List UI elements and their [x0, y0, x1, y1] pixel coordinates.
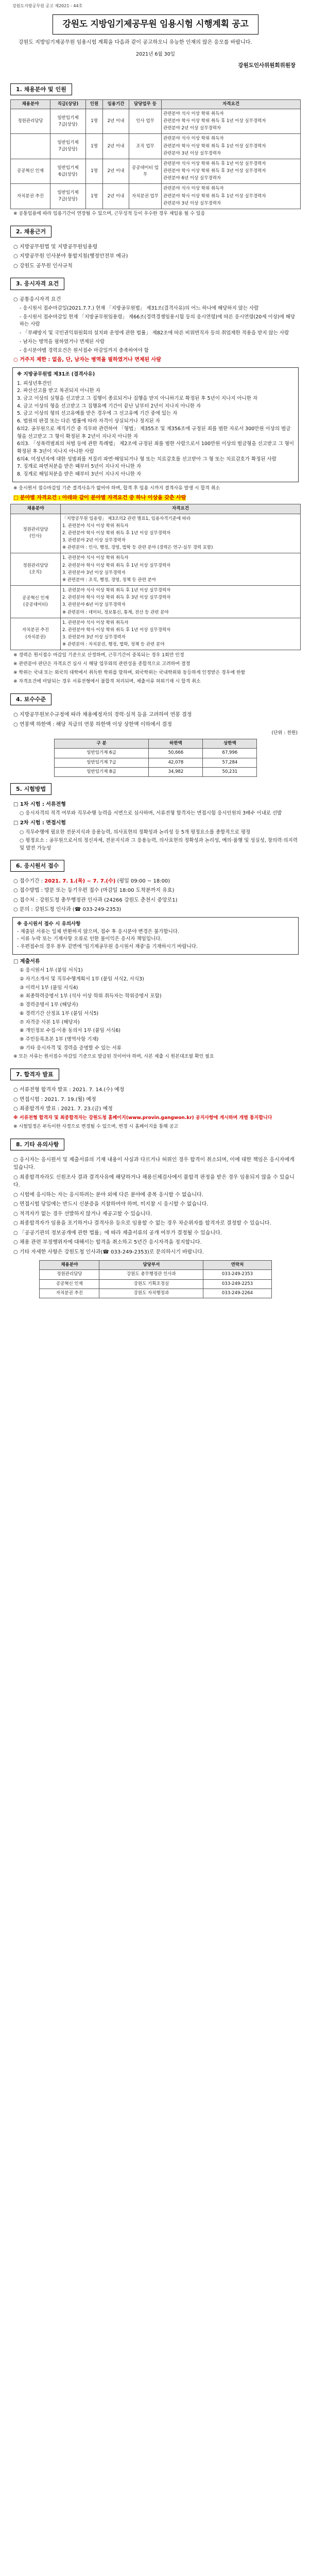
caution-line: ○ 최종합격자라도 신원조사 결과 결격사유에 해당하거나 채용신체검사에서 불합격 판정을 받은 경우 임용되지 않을 수 있습니다.	[13, 1174, 295, 1189]
caution-line: ○ 「공공기관의 정보공개에 관한 법률」에 따라 제출서류의 공개 여부가 결정될 수 있습니다.	[13, 1230, 222, 1236]
cell-requirements	[162, 184, 301, 209]
contact-cell: 강원도 기획조정실	[99, 1279, 203, 1289]
salary-table	[54, 739, 257, 777]
cell-requirements	[162, 109, 301, 134]
exam-detail: ○ 평정요소 : 공무원으로서의 정신자세, 전문지식과 그 응용능력, 의사표현의 정확성과 논리성, 예의·품행 및 성실성, 창의력·의지력 및 발전 가능성	[20, 838, 298, 852]
table-row	[11, 586, 301, 618]
contact-cell: 정원관리담당	[40, 1270, 99, 1279]
requirement-item: 3. 관련분야 2년 이상 실무경력자	[62, 538, 126, 544]
basis-line: ○ 강원도 공무원 인사규칙	[13, 263, 73, 269]
cell-field: 정원관리담당	[11, 109, 50, 134]
cell-count: 1명	[86, 109, 103, 134]
notice-issuer: 강원도인사위원회위원장	[238, 62, 296, 69]
application-period: ○ 접수기간 : 2021. 7. 1.(목) ~ 7. 7.(수) (평일 09:00 ~ 18:00)	[13, 878, 170, 884]
requirement-item: 2. 관련분야 학사 이상 학위 취득 후 1년 이상 실무경력자	[62, 563, 171, 568]
cell-requirements	[162, 159, 301, 184]
requirement-item: 3. 관련분야 6년 이상 실무경력자	[62, 602, 126, 608]
cell-grade: 일반임기제 7급(상당)	[50, 184, 86, 209]
cell-grade: 일반임기제 7급(상당)	[50, 134, 86, 159]
requirements-note: ※ 경력은 원서접수 마감일 기준으로 산정하며, 근무기간이 중복되는 경우 1회만 인정	[13, 653, 184, 658]
exam-stage-heading: □ 2차 시험 : 면접시험	[13, 820, 66, 826]
cell-period: 2년 이내	[103, 184, 129, 209]
requirement-item: 관련분야 6년 이상 실무경력자	[163, 176, 221, 181]
disqualification-title: ※ 지방공무원법 제31조 (결격사유)	[17, 371, 95, 377]
field-requirements-heading: □ 분야별 자격요건 : 아래와 같이 분야별 자격요건 중 하나 이상을 갖춘 사람	[13, 495, 186, 501]
requirement-item: 관련분야 2년 이상 실무경력자	[163, 126, 221, 131]
cell-requirements	[61, 618, 301, 650]
positions-note: ※ 공통임용에 따라 임용기간이 연장될 수 있으며, 근무성적 등이 우수한 경우 재임용 될 수 있음	[13, 211, 205, 216]
cell-field: 정원관리담당 (인사)	[11, 514, 61, 553]
requirement-item: 관련분야 학사 이상 학위 취득 후 1년 이상 실무경력자	[163, 193, 266, 199]
disqualification-item: 7. 징계로 파면처분을 받은 때부터 5년이 지나지 아니한 자	[17, 464, 142, 470]
table-row	[11, 134, 301, 159]
salary-cell: 42,078	[149, 758, 203, 767]
exam-stage-heading: □ 1차 시험 : 서류전형	[13, 801, 66, 807]
requirements-table	[10, 504, 301, 650]
eligibility-line: - 응시분야별 경력요건은 원서접수 마감일까지 충족하여야 함	[20, 347, 149, 353]
requirement-item: 2. 관련분야 학사 이상 학위 취득 후 1년 이상 실무경력자	[62, 627, 171, 633]
col-header: 담당업무 등	[129, 99, 162, 109]
schedule-line: ○ 최종합격자 발표 : 2021. 7. 23.(금) 예정	[13, 1106, 113, 1112]
cell-field: 정원관리담당 (조직)	[11, 553, 61, 586]
col-header: 구 분	[54, 739, 149, 749]
table-row	[40, 1270, 271, 1279]
requirement-item: 관련분야 석사 이상 학위 취득자	[163, 111, 224, 116]
col-header: 하한액	[149, 739, 203, 749]
requirements-note: ※ 관련분야 판단은 자격요건 심사 시 해당 업무와의 관련성을 종합적으로 고려하여 결정	[13, 662, 191, 667]
caution-line: ○ 면접시험 당일에는 반드시 신분증을 지참하여야 하며, 미지참 시 응시할 수 없습니다.	[13, 1201, 209, 1208]
salary-cell: 57,284	[203, 758, 257, 767]
contact-cell: 자치분권 추진	[40, 1289, 99, 1298]
col-header: 채용분야	[40, 1261, 99, 1270]
disqualification-item: 4. 금고 이상의 형을 선고받고 그 집행유예 기간이 끝난 날부터 2년이 지나지 아니한 자	[17, 403, 201, 409]
cell-field: 공공혁신 인재	[11, 159, 50, 184]
document-item: ⑧ 개인정보 수집·이용 동의서 1부 (붙임 서식6)	[20, 1028, 120, 1034]
announcement-note: ※ 시험일정은 부득이한 사정으로 변경될 수 있으며, 변경 시 홈페이지를 통해 공고	[13, 1124, 179, 1129]
requirement-item: 3. 관련분야 3년 이상 실무경력자	[62, 635, 126, 640]
requirement-item: 관련분야 3년 이상 실무경력자	[163, 200, 221, 206]
application-place: ○ 접수처 : 강원도청 총무행정관 인사과 (24266 강원도 춘천시 중앙로1)	[13, 897, 178, 903]
cell-count: 1명	[86, 134, 103, 159]
cell-duty: 조직 업무	[129, 134, 162, 159]
document-item: ② 자기소개서 및 직무수행계획서 1부 (붙임 서식2, 서식3)	[20, 976, 144, 982]
col-header: 자격요건	[162, 99, 301, 109]
cell-field: 공공혁신 인재 (공공데이터)	[11, 586, 61, 618]
requirement-item: ※ 관련분야 : 인사, 행정, 경영, 법학 등 관련 분야 (경력은 연구·실무 경력 포함)	[62, 545, 213, 551]
caution-line: ○ 적격자가 없는 경우 선발하지 않거나 재공고할 수 있습니다.	[13, 1211, 152, 1217]
requirement-item: ※ 관련분야 : 조직, 행정, 경영, 정책 등 관련 분야	[62, 577, 156, 583]
salary-unit: (단위 : 천원)	[271, 731, 298, 736]
table-row	[54, 749, 257, 758]
contact-cell: 공공혁신 인재	[40, 1279, 99, 1289]
table-row	[11, 553, 301, 586]
requirement-item: ※ 관련분야 : 데이터, 정보통신, 통계, 전산 등 관련 분야	[62, 609, 169, 615]
disqualification-item: 3. 금고 이상의 실형을 선고받고 그 집행이 종료되거나 집행을 받지 아니하기로 확정된 후 5년이 지나지 아니한 자	[17, 396, 258, 401]
requirements-note: ※ 자격요건에 미달되는 경우 서류전형에서 불합격 처리되며, 제출서류 허위기재 시 합격 취소	[13, 679, 201, 685]
caution-line: ○ 기타 자세한 사항은 강원도청 인사과(☎ 033-249-2353)로 문의하시기 바랍니다.	[13, 1249, 204, 1255]
requirement-item: 관련분야 석사 이상 학위 취득 후 1년 이상 실무경력자	[163, 161, 266, 166]
section-title-application: 6. 응시원서 접수	[10, 860, 64, 872]
document-item: ⑤ 경력증명서 1부 (해당자)	[20, 1002, 78, 1008]
cell-grade: 일반임기제 7급(상당)	[50, 109, 86, 134]
disqualification-item: 6의3. 「성폭력범죄의 처벌 등에 관한 특례법」 제2조에 규정된 죄를 범한 사람으로서 100만원 이상의 벌금형을 선고받고 그 형이 확정된 후 3년이 지나지 아니한 사람	[17, 441, 294, 455]
notice-number: 강원도지방공무원 공고 제2021 - 44호	[12, 4, 83, 8]
cell-duty: 자치분권 업무	[129, 184, 162, 209]
col-header: 채용분야	[11, 504, 61, 514]
requirement-item: 관련분야 석사 이상 학위 취득자	[163, 136, 224, 142]
col-header: 담당부서	[99, 1261, 203, 1270]
salary-cell: 일반임기제 8급	[54, 767, 149, 776]
disqualification-item: 1. 피성년후견인	[17, 380, 52, 386]
cell-count: 1명	[86, 159, 103, 184]
salary-line: ○ 연봉액 하한액 : 해당 직급의 연봉 하한액 이상 상한액 이하에서 결정	[13, 721, 172, 727]
disqualification-item: 5. 금고 이상의 형의 선고유예를 받은 경우에 그 선고유예 기간 중에 있는 자	[17, 411, 178, 417]
salary-cell: 일반임기제 6급	[54, 749, 149, 758]
notice-date: 2021년 6월 30일	[136, 51, 175, 57]
application-caution-box: ※ 응시원서 접수 시 유의사항 - 제출된 서류는 일체 반환하지 않으며, 접수 후 응시분야 변경은 불가합니다. - 서류 누락 또는 기재사항 오류로 인한 불이익은 응시자 책임입니다. - 우편접수의 경우 봉투 겉면에 '임기제공무원 응시원서 재중'을 기재하시기 바랍니다.	[12, 917, 299, 955]
col-header: 임용기간	[103, 99, 129, 109]
positions-table	[10, 99, 301, 209]
eligibility-note: ※ 응시원서 접수마감일 기준 결격사유가 없어야 하며, 합격 후 임용 시까지 결격사유 발생 시 합격 취소	[13, 485, 220, 491]
col-header: 인원	[86, 99, 103, 109]
eligibility-intro: ○ 공통응시자격 요건	[13, 296, 61, 302]
document-item: ⑩ 기타 응시자격 및 경력을 증명할 수 있는 서류	[20, 1045, 122, 1051]
section-title-salary: 4. 보수수준	[10, 693, 51, 705]
contact-cell: 강원도 총무행정관 인사과	[99, 1270, 203, 1279]
cell-grade: 일반임기제 6급(상당)	[50, 159, 86, 184]
requirement-item: 관련분야 석사 이상 학위 취득자	[163, 186, 224, 192]
documents-note: ※ 모든 서류는 원서접수 마감일 기준으로 발급된 것이어야 하며, 사본 제출 시 원본대조필 확인 필요	[13, 1054, 214, 1060]
disqualification-item: 6의4. 미성년자에 대한 성범죄를 저질러 파면·해임되거나 형 또는 치료감호를 선고받아 그 형 또는 치료감호가 확정된 사람	[17, 456, 277, 462]
application-phone: ○ 문의 : 강원도청 인사과 (☎ 033-249-2353)	[13, 907, 122, 913]
exam-detail: ○ 직무수행에 필요한 전문지식과 응용능력, 의사표현의 정확성과 논리성 등 5개 평정요소를 종합적으로 평정	[20, 829, 251, 835]
document-item: ① 응시원서 1부 (붙임 서식1)	[20, 968, 83, 974]
requirement-item: 1. 관련분야 석사 이상 학위 취득자	[62, 523, 129, 529]
section-title-basis: 2. 채용근거	[10, 226, 51, 238]
requirement-item: 관련분야 학사 이상 학위 취득 후 1년 이상 실무경력자	[163, 118, 266, 124]
requirement-item: 「지방공무원 임용령」 제3조의2 관련 별표1, 임용자격기준에 따라	[62, 516, 191, 521]
cell-period: 2년 이내	[103, 134, 129, 159]
cell-requirements	[61, 553, 301, 586]
requirement-item: 2. 관련분야 학사 이상 학위 취득 후 1년 이상 실무경력자	[62, 530, 171, 536]
residency-condition: ○ 거주지 제한 : 없음, 단, 남자는 병역을 필하였거나 면제된 사람	[13, 357, 161, 363]
caution-line: ○ 시험에 응시하는 자는 응시하려는 분야 외에 다른 분야에 중복 응시할 수 없습니다.	[13, 1192, 203, 1198]
application-method: ○ 접수방법 : 방문 또는 등기우편 접수 (마감일 18:00 도착분까지 유효)	[13, 888, 175, 894]
disqualification-item: 6의2. 공무원으로 재직기간 중 직무와 관련하여 「형법」 제355조 및 제356조에 규정된 죄를 범한 자로서 300만원 이상의 벌금형을 선고받고 그 형이 확정된 후 2년이 지나지 아니한 자	[17, 426, 291, 439]
salary-line: ○ 지방공무원보수규정에 따라 채용예정자의 경력·실적 등을 고려하여 연봉 결정	[13, 712, 192, 718]
page-title: 강원도 지방임기제공무원 임용시험 시행계획 공고	[10, 14, 301, 34]
requirement-item: 관련분야 학사 이상 학위 취득 후 3년 이상 실무경력자	[163, 168, 266, 174]
contact-cell: 033-249-2353	[203, 1270, 271, 1279]
requirement-item: ※ 관련분야 : 자치분권, 행정, 법학, 정책 등 관련 분야	[62, 642, 165, 648]
salary-cell: 34,982	[149, 767, 203, 776]
cell-field: 자치분권 추진 (자치분권)	[11, 618, 61, 650]
table-row	[11, 184, 301, 209]
col-header: 채용분야	[11, 99, 50, 109]
section-title-announcement: 7. 합격자 발표	[10, 1069, 59, 1080]
document-item: ⑨ 주민등록초본 1부 (병역사항 기재)	[20, 1036, 99, 1042]
section-title-eligibility: 3. 응시자격 요건	[10, 278, 64, 290]
disqualification-item: 6. 법원의 판결 또는 다른 법률에 따라 자격이 상실되거나 정지된 자	[17, 418, 160, 425]
schedule-line: ○ 면접시험 : 2021. 7. 19.(월) 예정	[13, 1096, 96, 1103]
cell-period: 2년 이내	[103, 109, 129, 134]
cell-field: 자치분권 추진	[11, 184, 50, 209]
eligibility-line: - 남자는 병역을 필하였거나 면제된 사람	[20, 338, 105, 345]
cell-requirements	[162, 134, 301, 159]
basis-line: ○ 지방공무원 인사분야 통합지침(행정안전부 예규)	[13, 253, 128, 260]
table-row	[40, 1289, 271, 1298]
eligibility-line: - 「부패방지 및 국민권익위원회의 설치와 운영에 관한 법률」 제82조에 따른 비위면직자 등의 취업제한 적용을 받지 않는 사람	[20, 330, 289, 336]
table-row	[40, 1279, 271, 1289]
requirements-note: ※ 학위는 국내 또는 외국의 대학에서 취득한 학위를 말하며, 외국학위는 국내학위와 동등하게 인정받은 경우에 한함	[13, 670, 246, 676]
requirement-item: 관련분야 학사 이상 학위 취득 후 1년 이상 실무경력자	[163, 143, 266, 149]
exam-detail: ○ 응시자격의 적격 여부와 직무수행 능력을 서면으로 심사하며, 서류전형 합격자는 면접시험 응시인원의 3배수 이내로 선발	[20, 810, 282, 817]
section-title-positions: 1. 채용분야 및 인원	[10, 83, 72, 95]
caution-line: ○ 최종합격자가 임용을 포기하거나 결격사유 등으로 임용할 수 없는 경우 차순위자를 합격자로 결정할 수 있습니다.	[13, 1221, 271, 1227]
contact-cell: 033-249-2264	[203, 1289, 271, 1298]
col-header: 자격요건	[61, 504, 301, 514]
section-title-exam-method: 5. 시험방법	[10, 783, 51, 795]
col-header: 직급(상당)	[50, 99, 86, 109]
cell-requirements	[61, 586, 301, 618]
document-item: ④ 최종학력증명서 1부 (석사 이상 학위 취득자는 학위증명서 포함)	[20, 993, 162, 999]
requirement-item: 3. 관련분야 3년 이상 실무경력자	[62, 570, 126, 575]
cell-count: 1명	[86, 184, 103, 209]
table-row	[11, 109, 301, 134]
document-item: ③ 이력서 1부 (붙임 서식4)	[20, 985, 78, 991]
col-header: 연락처	[203, 1261, 271, 1270]
section-title-other: 8. 기타 유의사항	[10, 1139, 64, 1150]
requirement-item: 관련분야 3년 이상 실무경력자	[163, 150, 221, 156]
cell-requirements	[61, 514, 301, 553]
requirement-item: 1. 관련분야 석사 이상 학위 취득자	[62, 555, 129, 561]
intro-text: 강원도 지방임기제공무원 임용시험 계획을 다음과 같이 공고하오니 유능한 인재의 많은 응모를 바랍니다.	[19, 39, 252, 45]
document-item: ⑥ 경력기간 산정표 1부 (붙임 서식5)	[20, 1010, 99, 1016]
contact-cell: 033-249-2253	[203, 1279, 271, 1289]
announcement-red-note: ※ 서류전형 합격자 및 최종합격자는 강원도청 홈페이지(www.provin.gangwon.kr) 공지사항에 게시하며 개별 통지합니다	[13, 1115, 272, 1121]
documents-heading: □ 제출서류	[13, 958, 40, 964]
requirement-item: 2. 관련분야 학사 이상 학위 취득 후 3년 이상 실무경력자	[62, 595, 171, 601]
caution-line: ○ 채용 관련 부정행위자에 대해서는 합격을 취소하고 5년간 응시자격을 정지합니다.	[13, 1240, 202, 1246]
requirement-item: 1. 관련분야 석사 이상 학위 취득자	[62, 620, 129, 625]
table-row	[11, 618, 301, 650]
table-row	[54, 758, 257, 767]
table-row	[11, 159, 301, 184]
cell-field	[11, 134, 50, 159]
salary-cell: 50,666	[149, 749, 203, 758]
table-row	[11, 514, 301, 553]
col-header: 상한액	[203, 739, 257, 749]
table-row	[54, 767, 257, 776]
eligibility-line: - 응시원서 접수마감일(2021.7.7.) 현재 「지방공무원법」 제31조(결격사유)의 어느 하나에 해당하지 않는 사람	[20, 306, 259, 312]
salary-cell: 일반임기제 7급	[54, 758, 149, 767]
disqualification-item: 8. 징계로 해임처분을 받은 때부터 3년이 지나지 아니한 자	[17, 471, 142, 478]
cell-period: 2년 이내	[103, 159, 129, 184]
document-item: ⑦ 자격증 사본 1부 (해당자)	[20, 1019, 80, 1025]
schedule-line: ○ 서류전형 합격자 발표 : 2021. 7. 14.(수) 예정	[13, 1087, 125, 1093]
cell-duty: 공공데이터 업무	[129, 159, 162, 184]
caution-line: ○ 응시자는 응시원서 및 제출서류의 기재 내용이 사실과 다르거나 허위인 경우 합격이 취소되며, 이에 대한 책임은 응시자에게 있습니다.	[13, 1157, 295, 1171]
salary-cell: 50,231	[203, 767, 257, 776]
contact-cell: 강원도 자치행정과	[99, 1289, 203, 1298]
basis-line: ○ 지방공무원법 및 지방공무원임용령	[13, 244, 98, 250]
disqualification-box	[12, 367, 299, 482]
eligibility-line: - 응시원서 접수마감일 현재 「지방공무원임용령」 제66조(경력경쟁임용시험 등의 응시연령)에 따른 응시연령(20세 이상)에 해당하는 사람	[20, 314, 296, 328]
contact-table	[39, 1260, 271, 1298]
disqualification-item: 2. 파산선고를 받고 복권되지 아니한 자	[17, 388, 100, 394]
salary-cell: 67,996	[203, 749, 257, 758]
requirement-item: 1. 관련분야 석사 이상 학위 취득 후 1년 이상 실무경력자	[62, 588, 171, 594]
cell-duty: 인사 업무	[129, 109, 162, 134]
